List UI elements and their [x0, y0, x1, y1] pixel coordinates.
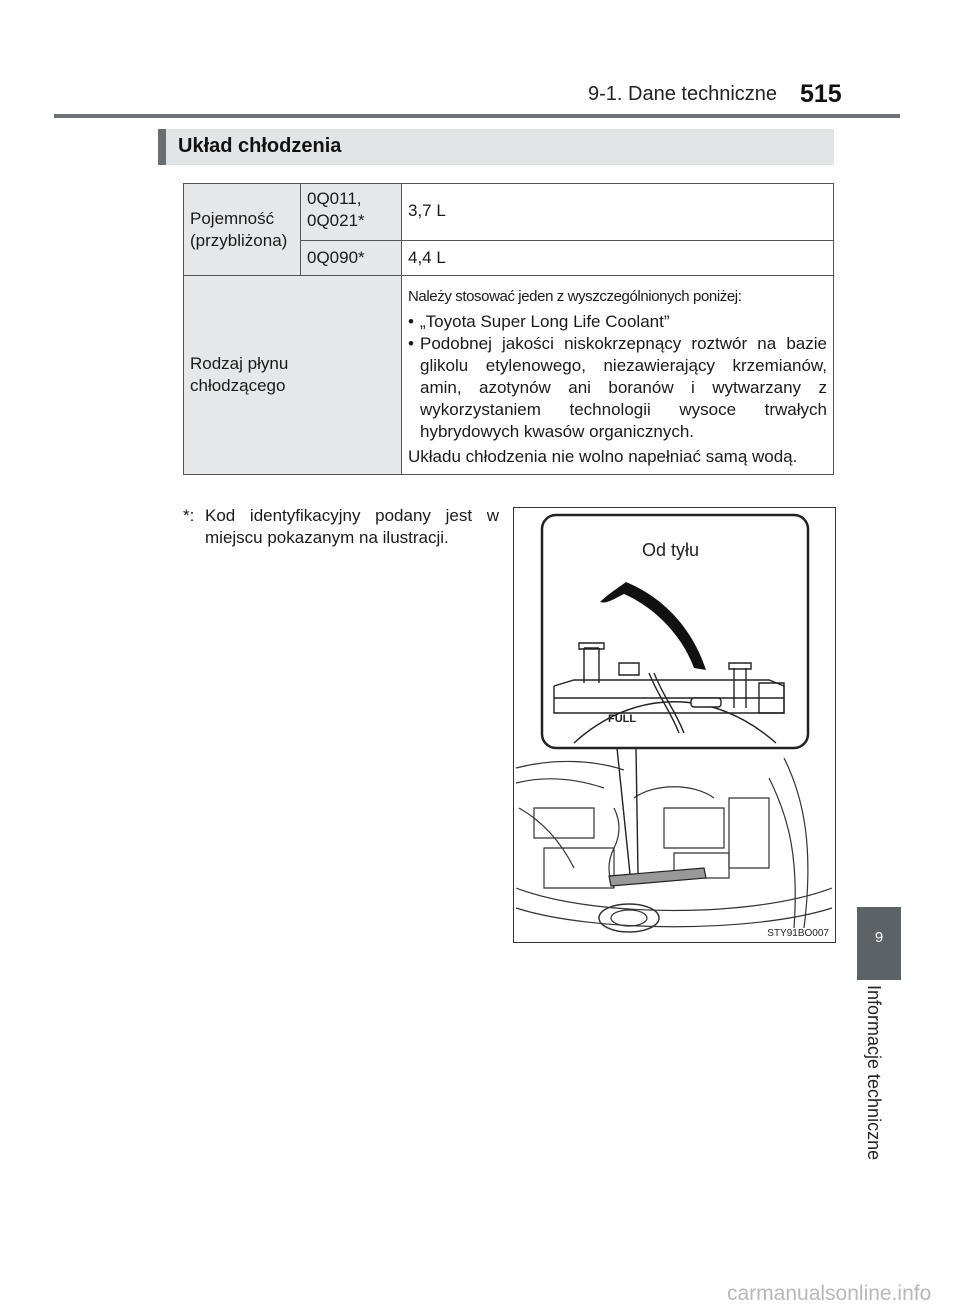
model-code: 0Q090*: [307, 248, 365, 267]
coolant-spec-table: [183, 183, 834, 475]
list-item: • Podobnej jakości niskokrzepnący roztwór na bazie glikolu etylenowego, niezawierający krzemianów, amin, azotynów ani boranów i wytwarzany z wykorzystaniem technologii wysoce trwałych hybrydowych kwasów organicznych.: [408, 334, 827, 441]
leader-line: [636, 748, 638, 874]
capacity-label-cell: [184, 184, 301, 276]
model-code: 0Q011, 0Q021*: [307, 189, 365, 230]
coolant-type-label: Rodzaj płynu chłodzącego: [190, 354, 289, 395]
coolant-note-heading: Należy stosować jeden z wyszczególnionych poniżej:: [408, 288, 742, 305]
capacity-label: Pojemność (przybliżona): [190, 208, 288, 250]
value-cell: [402, 241, 834, 276]
engine-bay-drawing: [514, 508, 835, 942]
emblem-outer: [599, 904, 659, 932]
table-row: [184, 184, 834, 241]
page-number: 515: [800, 80, 842, 108]
emblem-inner: [611, 910, 647, 926]
coolant-warning: Układu chłodzenia nie wolno napełniać samą wodą.: [408, 447, 798, 466]
watermark: carmanualsonline.info: [727, 1282, 932, 1305]
coolant-option: Podobnej jakości niskokrzepnący roztwór na bazie glikolu etylenowego, niezawierający krzemianów, amin, azotynów ani boranów i wytwarzany z wykorzystaniem technologii wysoce trwałych hybrydowych kwasów organicznych.: [420, 334, 827, 441]
engine-bay-lines: [516, 758, 832, 928]
section-title: Układ chłodzenia: [178, 135, 342, 157]
tank-full-marking: FULL: [608, 713, 637, 725]
value-cell: [402, 184, 834, 241]
section-title-accent: [158, 129, 166, 165]
footnote-text: Kod identyfikacyjny podany jest w miejscu pokazanym na ilustracji.: [205, 506, 499, 547]
figure-code: STY91BO007: [767, 928, 829, 939]
reservoir-label-plate: [691, 698, 721, 707]
model-cell: [301, 184, 402, 241]
list-item: • „Toyota Super Long Life Coolant”: [408, 311, 827, 333]
table-row: [184, 276, 834, 475]
chapter-label: Informacje techniczne: [864, 985, 884, 1161]
coolant-note-cell: [402, 276, 834, 475]
reservoir-highlight: [609, 868, 706, 886]
model-cell: [301, 241, 402, 276]
coolant-type-label-cell: [184, 276, 402, 475]
chapter-tab: [857, 907, 901, 980]
footnote-marker: *:: [183, 506, 195, 525]
chapter-number: 9: [874, 929, 884, 946]
header-rule: [54, 114, 900, 118]
header-section-title: 9-1. Dane techniczne: [588, 83, 778, 105]
engine-bay-illustration: [513, 507, 836, 943]
leader-line: [617, 748, 630, 874]
capacity-value: 3,7 L: [408, 201, 446, 220]
coolant-option: „Toyota Super Long Life Coolant”: [420, 312, 670, 331]
section-title-bar: [158, 129, 834, 165]
footnote: [183, 505, 499, 549]
capacity-value: 4,4 L: [408, 248, 446, 267]
callout-label: Od tyłu: [642, 540, 700, 560]
